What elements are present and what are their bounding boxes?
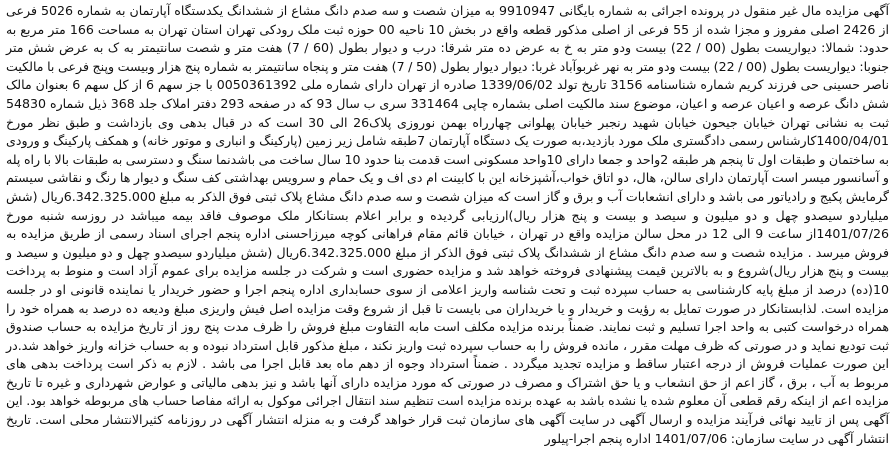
auction-notice-text: آگهی مزایده مال غیر منقول در پرونده اجرائی به شماره بایگانی 9910947 به میزان شصت و سه صدم دانگ مشاع از ششدانگ یکدستگاه آپارتمان به شماره 5026 فرعی از 2426 اصلی مفروز و مجزا شده از 55 فرعی از اصلی مذکور قطعه واقع در بخش 10 ناحیه 00 حوزه ثبت ملک رودکی تهران استان تهران به مساحت 166 متر مربع به حدود: شمالا: دیواریست بطول (00 / 22) بیست ودو متر به خ به عرض ده متر شرقا: درب و دیوار بطول (60 / 7) هفت متر و شصت سانتیمتر به ک به عرض شش متر جنوبا: دیواریست بطول (00 / 22) بیست ودو متر به نهر غربوآباد غربا: دیوار دیوار بطول (50 / 7) هفت متر و پنجاه سانتیمتر به شماره پنج هزار وبیست وپنج فرعی با مالکیت ناصر حسینی حی فرزند کریم شماره شناسنامه 3156 تاریخ تولد 1339/06/02 صادره از تهران دارای شماره ملی 0050361392 با جز سهم 6 از کل سهم 6 بعنوان مالک شش دانگ عرصه و اعیان عرصه و اعیان، موضوع سند مالکیت اصلی بشماره چاپی 331464 سری ب سال 93 که در صفحه 293 دفتر املاک جلد 368 ذیل شماره 54830 ثبت به نشانی تهران خیابان جیحون خیابان شهید رنجبر خیابان پهلوانی چهارراه بهمن نوروزی پلاک26 الی 30 است که در قبال بدهی وی بازداشت و طبق نظر مورخ 1400/04/01کارشناس رسمی دادگستری ملک مورد بازدید،به صورت یک دستگاه آپارتمان 7طبقه شامل زیر زمین (پارکینگ و انباری و موتور خانه) و همکف پارکینگ و ورودی به ساختمان و طبقات اول تا پنجم هر طبقه 2واحد و جمعا دارای 10واحد مسکونی است قدمت بنا حدود 10 سال ساخت می باشدنما سنگ و دسترسی به طبقات بالا با راه پله و آسانسور میسر است آپارتمان دارای سالن، هال، دو اتاق خواب،آشپزخانه این با کابینت ام دی اف و یک حمام و سرویس بهداشتی کف سنگ و دیوار ها رنگ و نقاشی سیستم گرمایش پکیج و رادیاتور می باشد و دارای انشعابات آب و برق و گاز است که میزان شصت و سه صدم دانگ مشاع پلاک ثبتی فوق الذکر به مبلغ 6.342.325.000ریال (شش میلیاردو سیصدو چهل و دو میلیون و سیصد و بیست و پنج هزار ریال)ارزیابی گردیده و برابر اعلام بستانکار ملک موصوف فاقد بیمه میباشد در روزسه شنبه مورخ 1401/07/26از ساعت 9 الی 12 در محل سالن مزایده واقع در تهران ، خیابان قائم مقام فراهانی کوچه میرزاحسنی اداره پنجم اجرای اسناد رسمی از طریق مزایده به فروش میرسد . مزایده شصت و سه صدم دانگ مشاع از ششدانگ پلاک ثبتی فوق الذکر از مبلغ 6.342.325.000ریال (شش میلیاردو سیصدو چهل و دو میلیون و سیصد و بیست و پنج هزار ریال)شروع و به بالاترین قیمت پیشنهادی فروخته خواهد شد و مزایده حضوری است و شرکت در جلسه مزایده برای عموم آزاد است و منوط به پرداخت 10(ده) درصد از مبلغ پایه کارشناسی به حساب سپرده ثبت و تحت شناسه واریز اعلامی از سوی حسابداری اداره پنجم اجرا و حضور خریدار یا نماینده قانونی او در جلسه مزایده است. لذابستانکار در صورت تمایل به رؤیت و خریدار و یا خریداران می بایست تا قبل از شروع وقت مزایده اصل فیش واریزی مبلغ ودیعه ده درصد به همراه خود را همراه درخواست کتبی به واحد اجرا تسلیم و ثبت نمایند. ضمناً برنده مزایده مکلف است مابه التفاوت مبلغ فروش را ظرف مدت پنج روز از تاریخ مزایده به حساب صندوق ثبت تودیع نماید و در صورتی که ظرف مهلت مقرر ، مانده فروش را به حساب سپرده ثبت واریز نکند ، مبلغ مذکور قابل استرداد نبوده و به حساب خزانه واریز خواهد شد.در این صورت عملیات فروش از درجه اعتبار ساقط و مزایده تجدید میگردد . ضمناً استرداد وجوه از دهم ماه بعد قابل اجرا می باشد . لازم به ذکر است پرداخت بدهی های مربوط به آب ، برق ، گاز اعم از حق انشعاب و یا حق اشتراک و مصرف در صورتی که مورد مزایده دارای آنها باشد و نیز بدهی مالیاتی و عوارض شهرداری و غیره تا تاریخ مزایده اعم از اینکه رقم قطعی آن معلوم شده یا نشده باشد به عهده برنده مزایده است تنظیم سند انتقال اجرائی موکول به ارائه مفاصا حساب های مربوطه خواهد بود. این آگهی پس از تایید نهائی فرآیند مزایده و ارسال آگهی در سایت آگهی های سازمان ثبت قرار خواهد گرفت و به منزله انتشار آگهی در روزنامه کثیرالانتشار محلی است. تاریخ انتشار آگهی در سایت سازمان: 1401/07/06 اداره پنجم اجرا-پیلور	[6, 3, 890, 446]
